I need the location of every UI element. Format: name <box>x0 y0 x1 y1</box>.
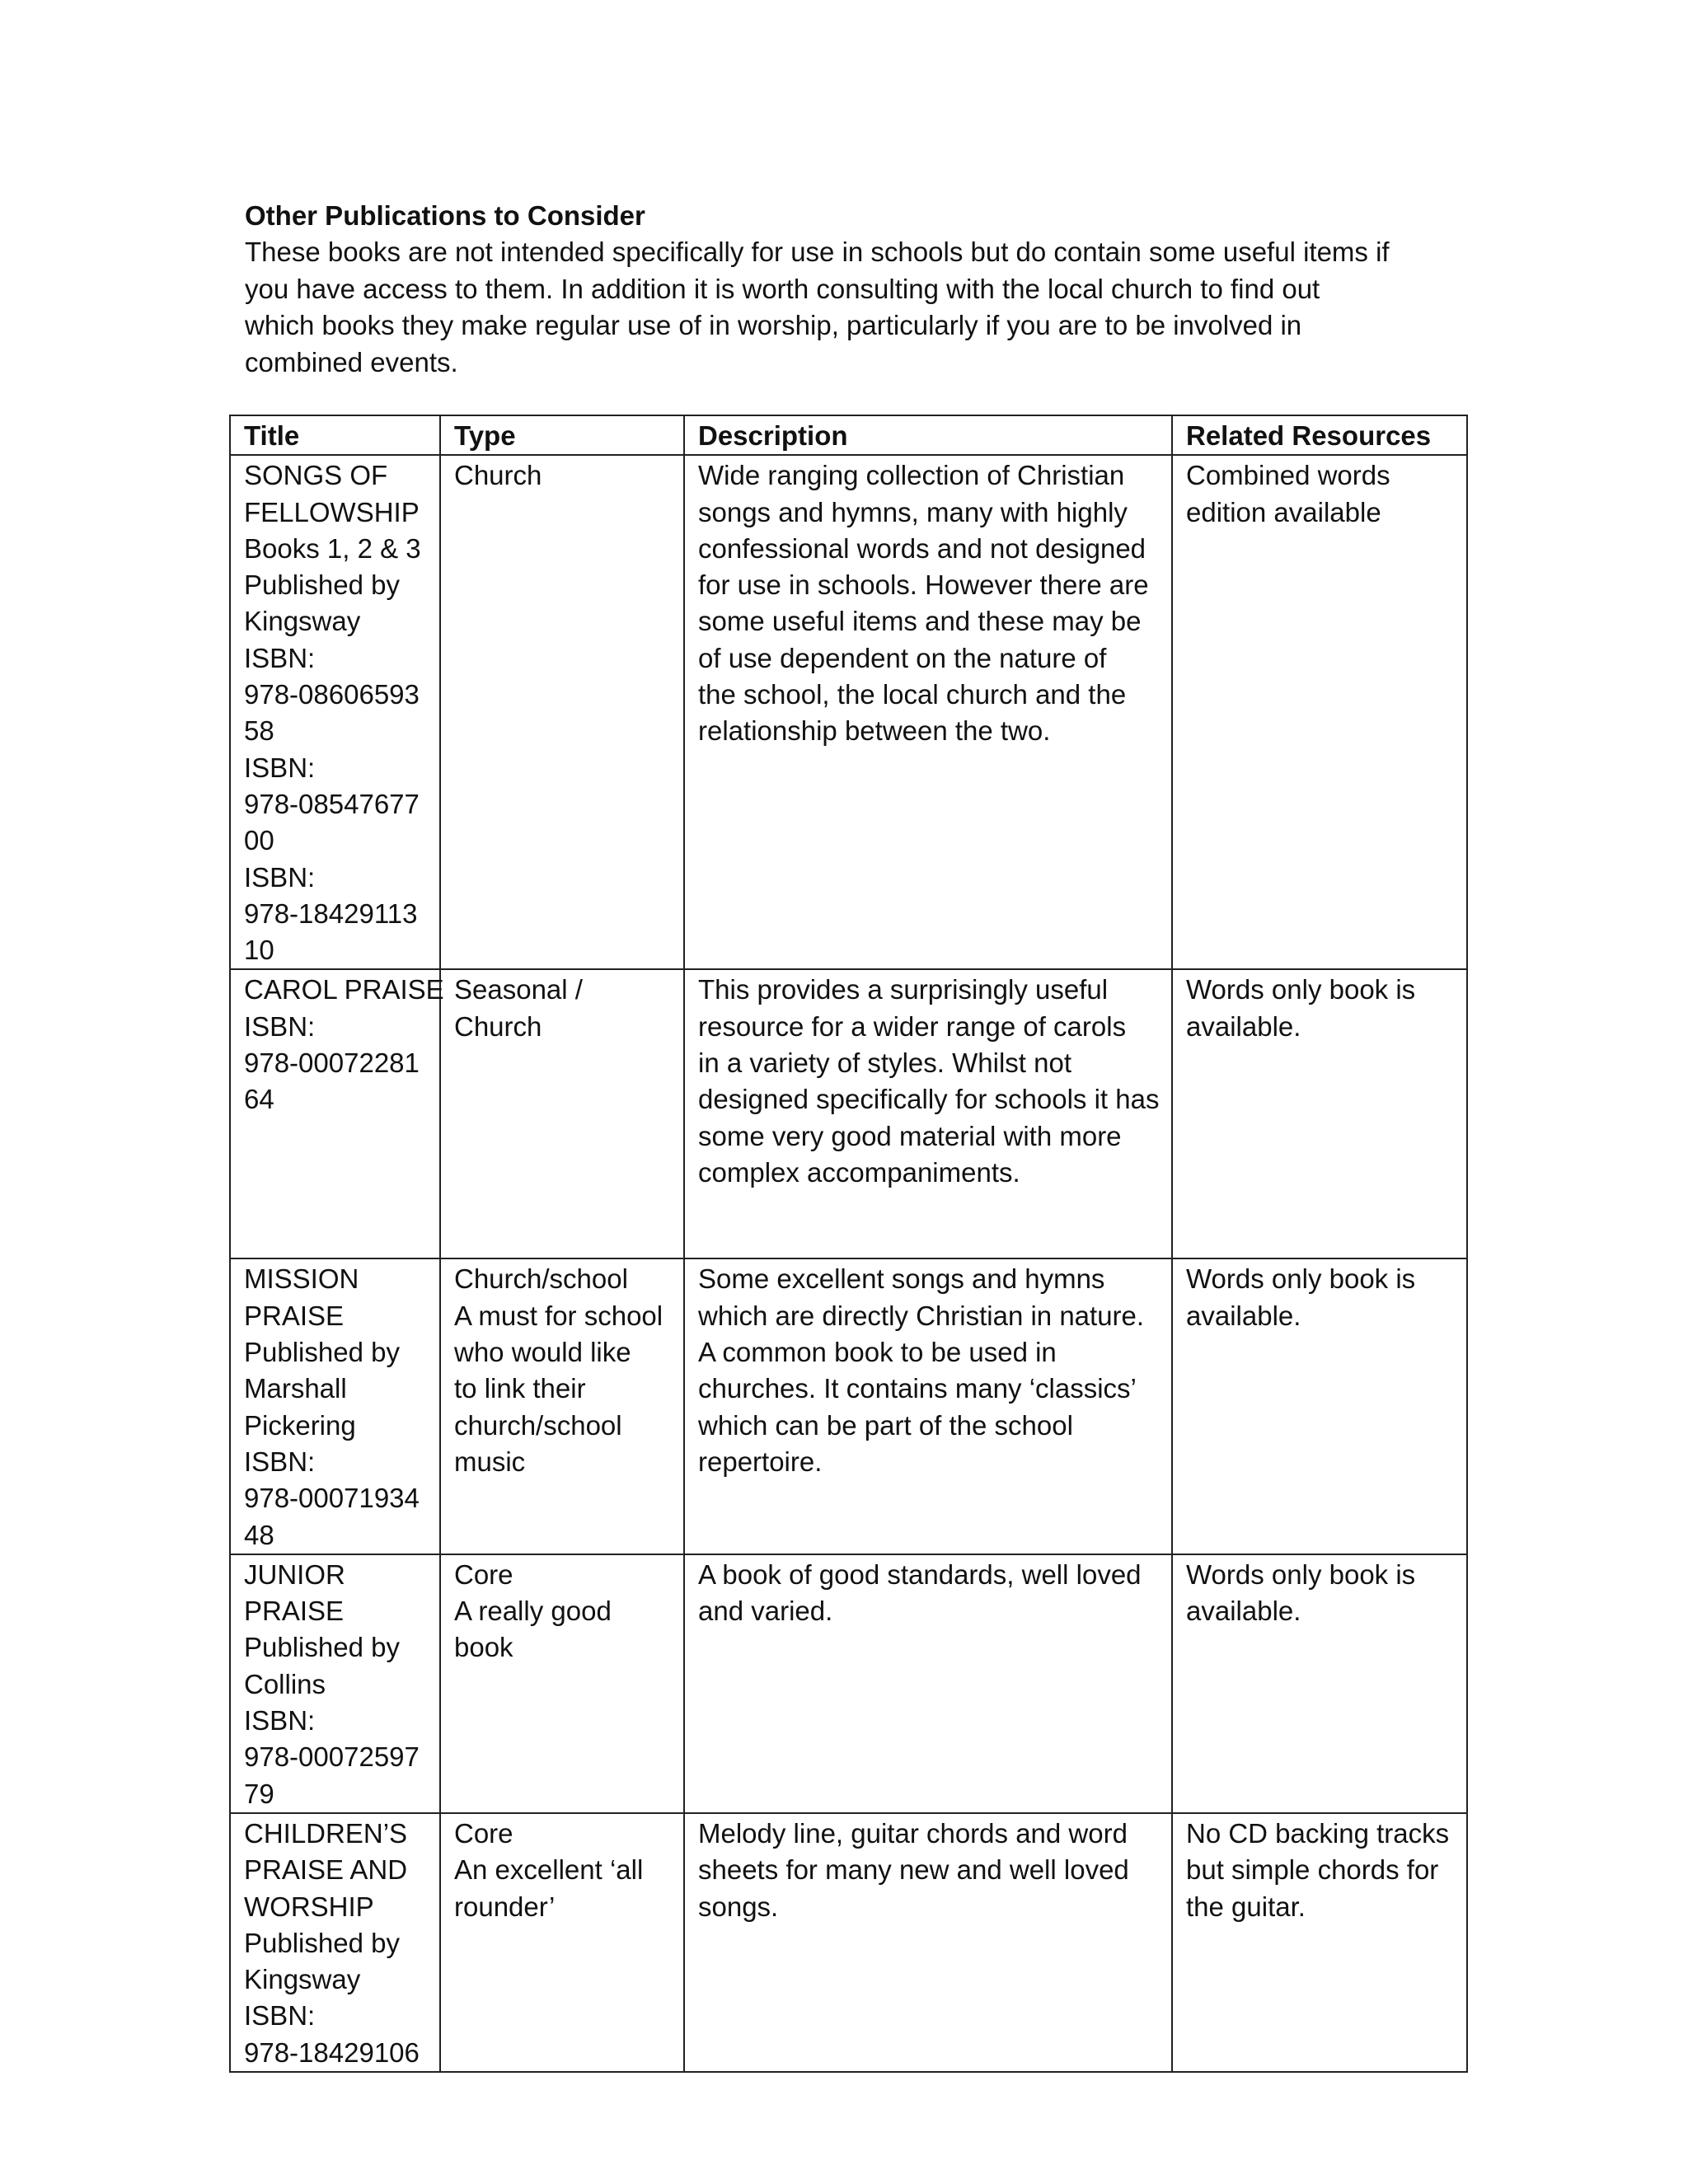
cell-related-resources <box>1172 455 1467 969</box>
cell-line: Core <box>454 1558 513 1590</box>
cell-type <box>440 1813 684 2072</box>
cell-line: Words only book is <box>1186 1263 1416 1295</box>
cell-related-resources <box>1172 969 1467 1258</box>
cell-line: Marshall <box>244 1373 347 1404</box>
cell-line: 00 <box>244 825 274 856</box>
cell-line: 48 <box>244 1519 274 1550</box>
intro-paragraph <box>245 234 1432 381</box>
cell-related-resources <box>1172 1258 1467 1554</box>
cell-line: 978-00071934 <box>244 1483 420 1514</box>
cell-line: for use in schools. However there are <box>698 569 1149 601</box>
cell-line: which are directly Christian in nature. <box>698 1300 1145 1331</box>
cell-related-resources <box>1172 1813 1467 2072</box>
cell-line: WORSHIP <box>244 1891 374 1922</box>
cell-line: designed specifically for schools it has <box>698 1084 1160 1115</box>
intro-line: These books are not intended specifically for use in schools but do contain some useful items if <box>245 237 1390 267</box>
cell-title <box>230 1258 440 1554</box>
cell-line: 978-18429106 <box>244 2036 420 2068</box>
header-title: Title <box>230 415 440 455</box>
cell-line: which can be part of the school <box>698 1409 1073 1441</box>
cell-line: Some excellent songs and hymns <box>698 1263 1105 1295</box>
cell-type <box>440 1258 684 1554</box>
table-header-row <box>230 415 1467 455</box>
intro-line: you have access to them. In addition it is worth consulting with the local church to find out <box>245 273 1320 304</box>
cell-line: confessional words and not designed <box>698 532 1146 564</box>
cell-line: A must for school <box>454 1300 663 1331</box>
cell-line: Melody line, guitar chords and word <box>698 1817 1128 1849</box>
cell-line: Kingsway <box>244 606 361 637</box>
cell-line: available. <box>1186 1300 1301 1331</box>
cell-line: Seasonal / <box>454 974 583 1005</box>
cell-line: Published by <box>244 569 400 601</box>
table-row <box>230 1258 1467 1554</box>
cell-line: Published by <box>244 1337 400 1368</box>
cell-line: rounder’ <box>454 1891 556 1922</box>
cell-line: ISBN: <box>244 752 316 783</box>
table-row <box>230 1813 1467 2072</box>
cell-line: 978-08547677 <box>244 788 420 819</box>
cell-line: of use dependent on the nature of <box>698 642 1107 673</box>
cell-line: Church/school <box>454 1263 628 1295</box>
cell-line: Church <box>454 460 542 491</box>
cell-title <box>230 1554 440 1813</box>
cell-line: 978-18429113 <box>244 898 418 929</box>
cell-line: book <box>454 1632 513 1663</box>
cell-line: MISSION <box>244 1263 359 1295</box>
cell-line: edition available <box>1186 496 1381 527</box>
header-type: Type <box>440 415 684 455</box>
cell-line: 64 <box>244 1084 274 1115</box>
cell-line: the guitar. <box>1186 1891 1306 1922</box>
cell-line: 978-08606593 <box>244 679 420 710</box>
cell-line: Published by <box>244 1632 400 1663</box>
cell-title <box>230 455 440 969</box>
cell-line: Words only book is <box>1186 974 1416 1005</box>
cell-line: who would like <box>454 1337 631 1368</box>
cell-line: This provides a surprisingly useful <box>698 974 1109 1005</box>
cell-line: relationship between the two. <box>698 715 1051 747</box>
cell-line: 978-00072597 <box>244 1741 420 1773</box>
cell-line: in a variety of styles. Whilst not <box>698 1047 1071 1079</box>
cell-line: 10 <box>244 935 274 966</box>
section-heading: Other Publications to Consider <box>245 200 645 231</box>
cell-line: complex accompaniments. <box>698 1156 1020 1188</box>
cell-line: PRAISE <box>244 1300 345 1331</box>
cell-line: ISBN: <box>244 1446 316 1477</box>
cell-description <box>684 969 1172 1258</box>
cell-line: sheets for many new and well loved <box>698 1854 1129 1886</box>
cell-line: music <box>454 1446 526 1477</box>
cell-line: Kingsway <box>244 1964 361 1995</box>
cell-line: to link their <box>454 1373 586 1404</box>
cell-related-resources <box>1172 1554 1467 1813</box>
cell-description <box>684 1813 1172 2072</box>
cell-line: but simple chords for <box>1186 1854 1439 1886</box>
cell-line: A book of good standards, well loved <box>698 1558 1142 1590</box>
cell-line: CAROL PRAISE <box>244 974 444 1005</box>
cell-line: Church <box>454 1010 542 1042</box>
cell-line: SONGS OF <box>244 460 388 491</box>
cell-description <box>684 455 1172 969</box>
table-row <box>230 455 1467 969</box>
cell-line: PRAISE <box>244 1596 345 1627</box>
cell-description <box>684 1554 1172 1813</box>
intro-line: which books they make regular use of in worship, particularly if you are to be involved in <box>245 310 1302 340</box>
cell-line: some very good material with more <box>698 1120 1122 1151</box>
cell-title <box>230 969 444 1258</box>
cell-type <box>440 455 684 969</box>
cell-line: CHILDREN’S <box>244 1817 408 1849</box>
intro-line: combined events. <box>245 346 458 377</box>
table-row <box>230 1554 1467 1813</box>
cell-line: No CD backing tracks <box>1186 1817 1450 1849</box>
cell-line: Core <box>454 1817 513 1849</box>
cell-line: Collins <box>244 1668 326 1699</box>
cell-line: Wide ranging collection of Christian <box>698 460 1125 491</box>
cell-line: songs. <box>698 1891 779 1922</box>
cell-line: repertoire. <box>698 1446 823 1477</box>
cell-line: 58 <box>244 715 274 747</box>
cell-line: some useful items and these may be <box>698 606 1142 637</box>
cell-line: Combined words <box>1186 460 1390 491</box>
cell-line: available. <box>1186 1010 1301 1042</box>
cell-line: churches. It contains many ‘classics’ <box>698 1373 1137 1404</box>
cell-line: An excellent ‘all <box>454 1854 644 1886</box>
cell-line: A common book to be used in <box>698 1337 1057 1368</box>
cell-line: the school, the local church and the <box>698 679 1127 710</box>
cell-line: Books 1, 2 & 3 <box>244 532 421 564</box>
table-row <box>230 969 1467 1258</box>
cell-line: resource for a wider range of carols <box>698 1010 1127 1042</box>
cell-line: available. <box>1186 1596 1301 1627</box>
cell-line: Published by <box>244 1927 400 1958</box>
header-related-resources: Related Resources <box>1172 415 1467 455</box>
cell-line: ISBN: <box>244 2000 316 2032</box>
cell-line: Pickering <box>244 1409 356 1441</box>
cell-title <box>230 1813 440 2072</box>
cell-line: church/school <box>454 1409 622 1441</box>
cell-line: A really good <box>454 1596 612 1627</box>
cell-line: JUNIOR <box>244 1558 345 1590</box>
cell-line: ISBN: <box>244 1705 316 1736</box>
cell-line: ISBN: <box>244 1010 316 1042</box>
publications-table <box>229 415 1468 2073</box>
cell-line: 978-00072281 <box>244 1047 420 1079</box>
table-body <box>230 455 1467 2072</box>
cell-line: PRAISE AND <box>244 1854 408 1886</box>
header-description: Description <box>684 415 1172 455</box>
cell-line: ISBN: <box>244 861 316 893</box>
cell-line: 79 <box>244 1778 274 1809</box>
cell-type <box>440 969 684 1258</box>
cell-line: ISBN: <box>244 642 316 673</box>
cell-type <box>440 1554 684 1813</box>
cell-line: Words only book is <box>1186 1558 1416 1590</box>
cell-line: FELLOWSHIP <box>244 496 420 527</box>
cell-line: and varied. <box>698 1596 833 1627</box>
cell-line: songs and hymns, many with highly <box>698 496 1128 527</box>
cell-description <box>684 1258 1172 1554</box>
